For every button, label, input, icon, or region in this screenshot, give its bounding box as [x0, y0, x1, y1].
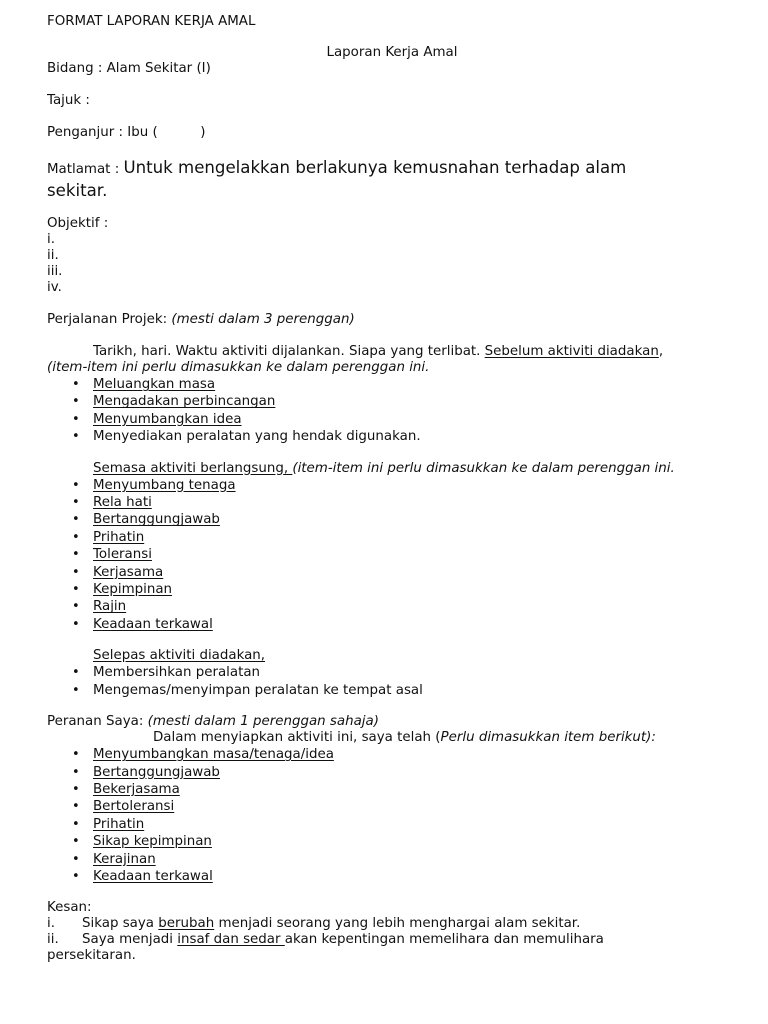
list-item	[47, 581, 737, 598]
bullet-icon: •	[72, 429, 80, 445]
bullet-icon: •	[72, 747, 80, 763]
list-item-text: Kepimpinan	[93, 582, 173, 598]
matlamat-text-1: Untuk mengelakkan berlakunya kemusnahan terhadap alam	[123, 158, 627, 177]
list-item-text: Keadaan terkawal	[93, 868, 213, 884]
list-item-text: Menyumbangkan idea	[93, 411, 242, 427]
bullet-icon: •	[72, 547, 80, 563]
list-item	[47, 428, 737, 445]
list-item	[47, 682, 737, 699]
kesan-item-1	[47, 916, 737, 932]
list-item	[47, 494, 737, 511]
field-penganjur: Penganjur : Ibu ( )	[47, 125, 206, 140]
perjalanan-intro	[47, 344, 737, 360]
list-item	[47, 477, 737, 494]
before-activity-list	[47, 376, 737, 446]
bullet-icon: •	[72, 411, 80, 427]
list-item	[47, 564, 737, 581]
list-item-text: Prihatin	[93, 529, 145, 545]
kesan-item-2	[47, 932, 737, 948]
list-item	[47, 664, 737, 681]
peranan-list	[47, 746, 737, 885]
peranan-label: Peranan Saya:	[47, 714, 148, 730]
kesan-text: Sikap saya	[82, 916, 159, 932]
list-item	[47, 746, 737, 763]
kesan-num-1: i.	[47, 916, 55, 932]
objektif-item: i.	[47, 232, 55, 247]
matlamat-dot: .	[102, 181, 108, 200]
list-item	[47, 529, 737, 546]
bullet-icon: •	[72, 582, 80, 598]
list-item-text: Rajin	[93, 599, 127, 615]
after-activity-list	[47, 664, 737, 699]
list-item	[47, 598, 737, 615]
after-activity-label: Selepas aktiviti diadakan,	[93, 648, 266, 664]
peranan-intro	[47, 730, 737, 746]
list-item-text: Keadaan terkawal	[93, 616, 213, 632]
list-item-text: Sikap kepimpinan	[93, 834, 212, 850]
list-item	[47, 376, 737, 393]
kesan-label: Kesan:	[47, 900, 92, 916]
bullet-icon: •	[72, 512, 80, 528]
list-item-text: Bertanggungjawab	[93, 764, 220, 780]
bullet-icon: •	[72, 394, 80, 410]
objektif-item: iv.	[47, 280, 62, 295]
list-item	[47, 411, 737, 428]
peranan-intro-note: Perlu dimasukkan item berikut):	[440, 730, 656, 746]
objektif-item: ii.	[47, 248, 59, 263]
bullet-icon: •	[72, 665, 80, 681]
list-item-text: Rela hati	[93, 495, 152, 511]
perjalanan-heading	[47, 312, 737, 328]
during-comma: ,	[283, 460, 293, 476]
during-activity-list	[47, 477, 737, 634]
list-item-text: Menyumbangkan masa/tenaga/idea	[93, 747, 334, 763]
bullet-icon: •	[72, 868, 80, 884]
bullet-icon: •	[72, 781, 80, 797]
kesan-text: menjadi seorang yang lebih menghargai alam sekitar.	[214, 916, 581, 932]
list-item-text: Toleransi	[93, 547, 152, 563]
bullet-icon: •	[72, 799, 80, 815]
bullet-icon: •	[72, 616, 80, 632]
matlamat-label: Matlamat :	[47, 162, 124, 177]
list-item	[47, 616, 737, 633]
list-item-text: Menyumbang tenaga	[93, 477, 236, 493]
peranan-intro-text: Dalam menyiapkan aktiviti ini, saya telah (	[153, 730, 441, 746]
perjalanan-intro-text: Tarikh, hari. Waktu aktiviti dijalankan. Siapa yang terlibat.	[93, 344, 485, 359]
list-item-text: Mengemas/menyimpan peralatan ke tempat asal	[93, 682, 423, 698]
list-item	[47, 833, 737, 850]
bullet-icon: •	[72, 816, 80, 832]
list-item	[47, 816, 737, 833]
bullet-icon: •	[72, 764, 80, 780]
list-item-text: Prihatin	[93, 816, 145, 832]
matlamat-text-2: sekitar	[47, 181, 103, 200]
field-matlamat	[47, 157, 737, 180]
list-item	[47, 546, 737, 563]
objektif-item: iii.	[47, 264, 63, 279]
list-item	[47, 764, 737, 781]
kesan-underlined: berubah	[158, 916, 215, 932]
list-item-text: Bertoleransi	[93, 799, 175, 815]
intro-comma: ,	[658, 344, 664, 359]
before-activity-label: Sebelum aktiviti diadakan	[484, 344, 659, 359]
perjalanan-label: Perjalanan Projek:	[47, 312, 172, 327]
list-item	[47, 851, 737, 868]
kesan-text: akan kepentingan memelihara dan memulihara	[284, 932, 604, 948]
perjalanan-note: (mesti dalam 3 perenggan)	[171, 312, 355, 327]
list-item	[47, 798, 737, 815]
bullet-icon: •	[72, 529, 80, 545]
document-page	[47, 14, 737, 964]
matlamat-line-2	[47, 180, 737, 201]
bullet-icon: •	[72, 599, 80, 615]
list-item	[47, 393, 737, 410]
bullet-icon: •	[72, 851, 80, 867]
during-heading	[47, 461, 737, 477]
list-item-text: Kerjasama	[93, 564, 164, 580]
peranan-heading	[47, 714, 737, 730]
field-tajuk: Tajuk :	[47, 93, 90, 108]
bullet-icon: •	[72, 377, 80, 392]
list-item	[47, 781, 737, 798]
bullet-icon: •	[72, 477, 80, 493]
during-items-note: (item-item ini perlu dimasukkan ke dalam perenggan ini.	[292, 460, 675, 476]
during-activity-label: Semasa aktiviti berlangsung	[93, 460, 284, 476]
list-item-text: Mengadakan perbincangan	[93, 394, 276, 410]
list-item-text: Menyediakan peralatan yang hendak digunakan.	[93, 429, 421, 445]
list-item-text: Kerajinan	[93, 851, 156, 867]
field-bidang: Bidang : Alam Sekitar (I)	[47, 61, 211, 76]
peranan-note: (mesti dalam 1 perenggan sahaja)	[147, 714, 379, 730]
list-item	[47, 511, 737, 528]
bullet-icon: •	[72, 834, 80, 850]
kesan-text: Saya menjadi	[82, 932, 178, 948]
bullet-icon: •	[72, 564, 80, 580]
kesan-underlined: insaf dan sedar	[177, 932, 285, 948]
list-item-text: Meluangkan masa	[93, 377, 216, 392]
format-title: FORMAT LAPORAN KERJA AMAL	[47, 14, 256, 29]
list-item-text: Bekerjasama	[93, 781, 180, 797]
objektif-label: Objektif :	[47, 216, 109, 231]
kesan-item-2-cont: persekitaran.	[47, 948, 136, 964]
document-title: Laporan Kerja Amal	[326, 45, 458, 60]
list-item	[47, 868, 737, 885]
list-item-text: Membersihkan peralatan	[93, 665, 261, 681]
bullet-icon: •	[72, 682, 80, 698]
list-item-text: Bertanggungjawab	[93, 512, 220, 528]
bullet-icon: •	[72, 495, 80, 511]
kesan-num-2: ii.	[47, 932, 59, 948]
before-items-note: (item-item ini perlu dimasukkan ke dalam perenggan ini.	[47, 360, 430, 375]
